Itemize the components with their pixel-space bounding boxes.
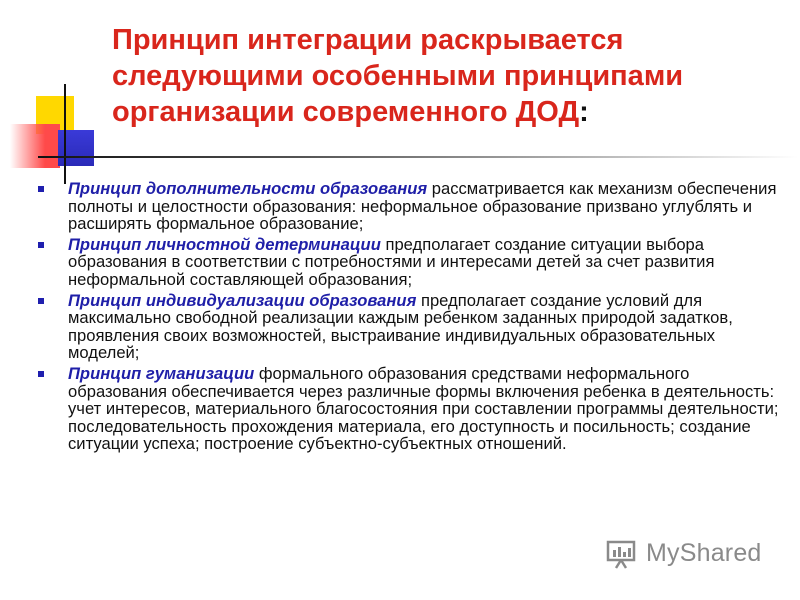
- principle-text: рассматривается как механизм обеспечения полноты и целостности образования: неформальное образование призвано углублять и расширять формальное образование;: [68, 179, 777, 234]
- principle-term: Принцип гуманизации: [68, 363, 255, 383]
- myshared-logo-icon: [606, 538, 638, 570]
- list-item: [36, 236, 784, 289]
- watermark: [606, 536, 766, 572]
- principle-term: Принцип личностной детерминации: [68, 234, 381, 254]
- list-item: [36, 180, 784, 233]
- principle-term: Принцип дополнительности образования: [68, 179, 428, 198]
- slide-title-colon: :: [579, 96, 589, 128]
- bullet-icon: [38, 298, 44, 304]
- bullet-icon: [38, 371, 44, 377]
- principle-text: предполагает создание условий для максимально свободной реализации каждым ребенком заданных природой задатков, проявления своих возможностей, выстраивание индивидуальных образовательных моделей;: [68, 290, 733, 363]
- decor-horizontal-line: [38, 156, 798, 158]
- bullet-icon: [38, 186, 44, 192]
- decor-vertical-line: [64, 84, 66, 184]
- slide-title-text: Принцип интеграции раскрывается следующими особенными принципами организации современного ДОД: [112, 24, 684, 128]
- principle-term: Принцип индивидуализации образования: [68, 290, 417, 310]
- slide-title: [112, 22, 752, 130]
- list-item: [36, 292, 784, 362]
- watermark-text: MyShared: [646, 539, 762, 567]
- bullet-icon: [38, 242, 44, 248]
- decor-red-square: [10, 124, 60, 168]
- principle-text: предполагает создание ситуации выбора образования в соответствии с потребностями и интересами детей за счет развития неформальной составляющей образования;: [68, 234, 715, 289]
- principles-list: [36, 180, 784, 456]
- principle-text: формального образования средствами неформального образования обеспечивается через различные формы включения ребенка в деятельность: учет интересов, материального благосостояния при составлении программы деятельности; последовательность прохождения материала, его доступность и посильность; создание ситуации успеха; построение субъектно-субъектных отношений.: [68, 363, 779, 454]
- list-item: [36, 365, 784, 453]
